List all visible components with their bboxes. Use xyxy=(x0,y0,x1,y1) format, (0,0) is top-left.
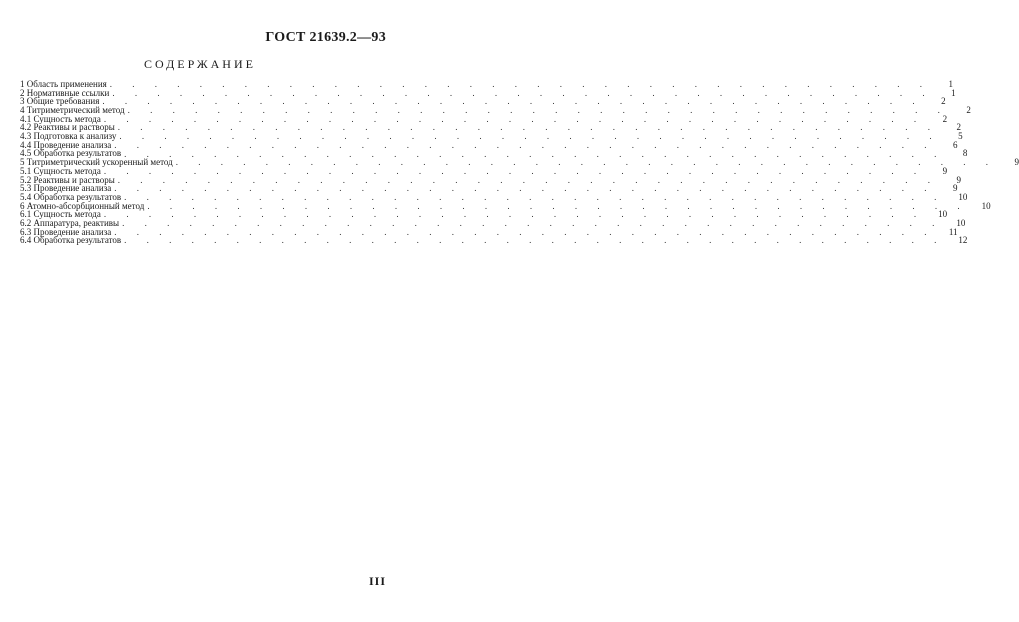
toc-entry-page: 1 xyxy=(948,78,954,89)
toc-entry-title: 1 Область применения xyxy=(20,78,107,89)
toc-entry-page: 10 xyxy=(956,217,966,228)
toc-entry-page: 9 xyxy=(942,165,948,176)
toc-entry-leader: . . . . . . . . . . . . . . . . . . . . . . . . . . . . . . . . . . . . . xyxy=(124,235,946,246)
toc-entry-leader: . . . . . . . . . . . . . . . . . . . . . . . . . . . . . . . . . . . . . xyxy=(102,96,924,107)
page-number: III xyxy=(368,574,386,588)
toc-entry-title: 5 Титриметрический ускоренный метод xyxy=(20,157,173,168)
toc-entry-title: 3 Общие требования xyxy=(20,96,100,107)
toc-entry-page: 9 xyxy=(956,174,962,185)
toc-entry-page: 2 xyxy=(942,113,948,124)
toc-entry-leader: . . . . . . . . . . . . . . . . . . . . . . . . . . . . . . . . . . . . . xyxy=(124,191,946,202)
toc-entry-page: 9 xyxy=(953,183,958,194)
toc-entry-title: 4.3 Подготовка к анализу xyxy=(20,131,117,142)
toc-entry-page: 11 xyxy=(948,226,958,237)
toc-entry-title: 2 Нормативные ссылки xyxy=(20,87,110,98)
toc-entry-title: 4 Титриметрический метод xyxy=(20,105,125,116)
toc-entry-leader: . . . . . . . . . . . . . . . . . . . . . . . . . . . . . . . . . . . . . xyxy=(103,209,926,220)
toc-entry-leader: . . . . . . . . . . . . . . . . . . . . . . . . . . . . . . . . . . . . . xyxy=(103,165,926,176)
toc-entry-leader: . . . . . . . . . . . . . . . . . . . . . . . . . . . . . . . . . . . . . xyxy=(114,183,936,194)
toc-entry-title: 4.2 Реактивы и растворы xyxy=(20,122,115,133)
toc-heading: СОДЕРЖАНИЕ xyxy=(144,57,256,71)
standard-code: ГОСТ 21639.2—93 xyxy=(265,30,386,45)
toc-entry-page: 8 xyxy=(962,148,968,159)
toc-entry-page: 2 xyxy=(966,105,971,116)
toc-entry-title: 6.3 Проведение анализа xyxy=(20,226,112,237)
toc-entry xyxy=(20,235,968,246)
toc-entry-title: 4.5 Обработка результатов xyxy=(20,148,122,159)
table-of-contents xyxy=(20,78,1019,246)
toc-entry-title: 5.1 Сущность метода xyxy=(20,165,101,176)
toc-entry-leader: . . . . . . . . . . . . . . . . . . . . . . . . . . . . . . . . . . . . . xyxy=(175,157,997,168)
toc-entry-title: 4.4 Проведение анализа xyxy=(20,139,112,150)
toc-entry-page: 9 xyxy=(1014,157,1019,168)
toc-entry-page: 2 xyxy=(941,96,946,107)
toc-entry-title: 6 Атомно-абсорбционный метод xyxy=(20,200,145,211)
toc-entry-title: 6.2 Аппаратура, реактивы xyxy=(20,217,120,228)
toc-entry-page: 10 xyxy=(958,191,968,202)
toc-entry-page: 12 xyxy=(958,235,968,246)
toc-entry-leader: . . . . . . . . . . . . . . . . . . . . . . . . . . . . . . . . . . . . . xyxy=(124,148,946,159)
toc-entry-leader: . . . . . . . . . . . . . . . . . . . . . . . . . . . . . . . . . . . . . xyxy=(117,174,940,185)
toc-entry-page: 10 xyxy=(938,209,948,220)
toc-entry-page: 2 xyxy=(956,122,962,133)
toc-entry-leader: . . . . . . . . . . . . . . . . . . . . . . . . . . . . . . . . . . . . . xyxy=(122,218,944,228)
toc-entry-leader: . . . . . . . . . . . . . . . . . . . . . . . . . . . . . . . . . . . . . xyxy=(109,79,932,89)
toc-entry-title: 6.1 Сущность метода xyxy=(20,209,101,220)
toc-entry-leader: . . . . . . . . . . . . . . . . . . . . . . . . . . . . . . . . . . . . . xyxy=(114,139,936,150)
toc-entry-title: 5.2 Реактивы и растворы xyxy=(20,174,115,185)
toc-entry-page: 1 xyxy=(951,87,956,98)
toc-entry-leader: . . . . . . . . . . . . . . . . . . . . . . . . . . . . . . . . . . . . . xyxy=(127,105,949,116)
toc-entry-title: 5.3 Проведение анализа xyxy=(20,183,112,194)
toc-entry-page: 10 xyxy=(981,200,991,211)
toc-entry-leader: . . . . . . . . . . . . . . . . . . . . . . . . . . . . . . . . . . . . . xyxy=(147,200,969,211)
toc-entry-page: 5 xyxy=(958,131,963,142)
toc-entry-title: 4.1 Сущность метода xyxy=(20,113,101,124)
toc-entry-leader: . . . . . . . . . . . . . . . . . . . . . . . . . . . . . . . . . . . . . xyxy=(114,226,936,237)
toc-entry-leader: . . . . . . . . . . . . . . . . . . . . . . . . . . . . . . . . . . . . . xyxy=(117,122,940,133)
toc-entry-title: 6.4 Обработка результатов xyxy=(20,235,122,246)
toc-entry-leader: . . . . . . . . . . . . . . . . . . . . . . . . . . . . . . . . . . . . . xyxy=(103,113,926,124)
toc-entry-leader: . . . . . . . . . . . . . . . . . . . . . . . . . . . . . . . . . . . . . xyxy=(119,131,941,142)
toc-entry-page: 6 xyxy=(953,139,958,150)
toc-entry-title: 5.4 Обработка результатов xyxy=(20,191,122,202)
toc-entry-leader: . . . . . . . . . . . . . . . . . . . . . . . . . . . . . . . . . . . . . xyxy=(112,87,934,98)
